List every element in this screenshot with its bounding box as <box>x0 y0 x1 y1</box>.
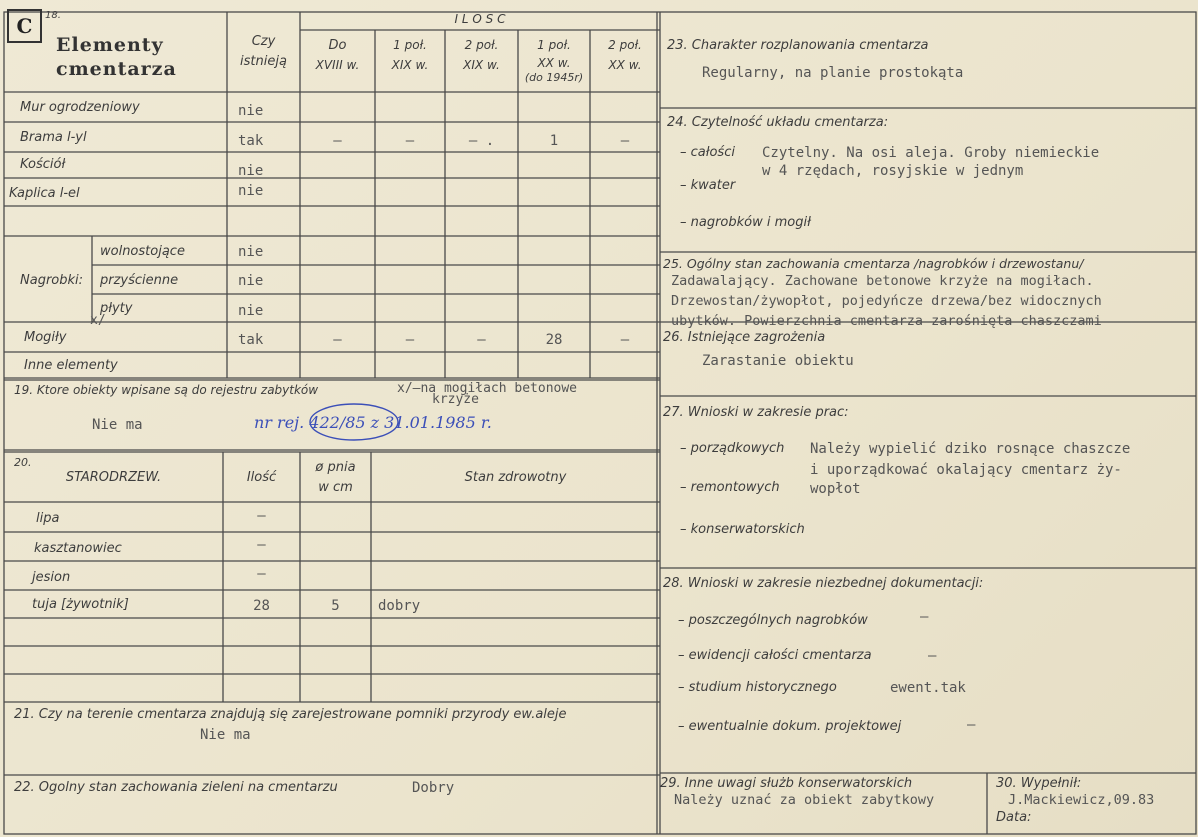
tree-ilosc-jesion: – <box>257 566 266 582</box>
section-28-item-2-label: – ewidencji całości cmentarza <box>678 648 872 663</box>
col-czy-line2: istnieją <box>240 54 287 69</box>
section-19-note-line2: krzyże <box>432 392 479 407</box>
section-28-item-3-label: – studium historycznego <box>678 680 837 695</box>
section-28-item-2-value: – <box>928 648 937 664</box>
tree-name-lipa: lipa <box>36 511 60 526</box>
section-19-label: 19. Ktore obiekty wpisane są do rejestru zabytków <box>14 383 319 397</box>
ilosc-header: I L O S C <box>454 12 506 26</box>
col-ilosc: Ilość <box>246 470 277 485</box>
section-24-calosci-label: – całości <box>680 145 735 160</box>
mogily-footnote-mark: x/ <box>90 313 106 328</box>
section-28-item-4-label: – ewentualnie dokum. projektowej <box>678 719 902 734</box>
section-21-label: 21. Czy na terenie cmentarza znajdują się zarejestrowane pomniki przyrody ew.aleje <box>14 707 567 722</box>
row-czy-kaplica: nie <box>238 183 264 199</box>
row-label-wolnostojace: wolnostojące <box>100 244 185 259</box>
section-26-value: Zarastanie obiektu <box>702 353 854 369</box>
section-25-line1: Zadawalający. Zachowane betonowe krzyże na mogiłach. <box>671 273 1094 289</box>
section-25-label: 25. Ogólny stan zachowania cmentarza /nagrobków i drzewostanu/ <box>663 256 1084 271</box>
section-27-remontowych-value: wopłot <box>810 481 861 497</box>
col-2pol-xx-l1: 2 poł. <box>608 38 642 52</box>
section-24-calosci-line1: Czytelny. Na osi aleja. Groby niemieckie <box>762 145 1100 161</box>
section-30-label: 30. Wypełnił: <box>996 776 1082 791</box>
row-czy-mogily: tak <box>238 332 264 348</box>
tree-ilosc-kasztanowiec: – <box>257 537 266 553</box>
row-czy-kosciol: nie <box>238 163 264 179</box>
col-pnia-line1: ø pnia <box>315 460 356 475</box>
row-mogily-v3: 28 <box>545 332 563 348</box>
tree-pnia-tuja: 5 <box>331 598 340 614</box>
row-label-plyty: płyty <box>100 301 133 316</box>
section-27-konserwatorskich-label: – konserwatorskich <box>680 522 805 537</box>
section-28-label: 28. Wnioski w zakresie niezbednej dokumentacji: <box>663 576 984 591</box>
section-19-value: Nie ma <box>92 417 143 433</box>
row-brama-v0: – <box>333 133 342 149</box>
section-30-date-label: Data: <box>996 810 1032 825</box>
section-28-item-1-label: – poszczególnych nagrobków <box>678 613 868 628</box>
section-18-title-line1: Elementy <box>56 34 164 56</box>
row-czy-wolnostojace: nie <box>238 244 264 260</box>
section-28-item-4-value: – <box>967 717 976 733</box>
col-pnia-line2: w cm <box>318 480 353 495</box>
col-1pol-xx-l2: XX w. <box>537 56 571 70</box>
row-mogily-v4: – <box>620 332 630 348</box>
section-22-value: Dobry <box>412 780 455 796</box>
section-23-label: 23. Charakter rozplanowania cmentarza <box>667 38 929 53</box>
section-24-nagrobkow-label: – nagrobków i mogił <box>680 215 811 230</box>
section-21-value: Nie ma <box>200 727 251 743</box>
col-1pol-xix-l2: XIX w. <box>391 58 429 72</box>
col-1pol-xx-l3: (do 1945r) <box>524 71 584 84</box>
tree-name-kasztanowiec: kasztanowiec <box>34 541 122 556</box>
section-28-item-3-value: ewent.tak <box>890 680 966 696</box>
section-25-line2: Drzewostan/żywopłot, pojedyńcze drzewa/bez widocznych <box>671 293 1102 309</box>
row-label-inne: Inne elementy <box>24 358 118 373</box>
section-27-porzadkowych-label: – porządkowych <box>680 441 785 456</box>
section-23-value: Regularny, na planie prostokąta <box>702 65 964 81</box>
row-mogily-v0: – <box>333 332 342 348</box>
row-label-brama: Brama l-yl <box>20 130 87 145</box>
row-mogily-v2: – <box>477 332 486 348</box>
col-do-xviii-l1: Do <box>328 38 347 53</box>
row-brama-v3: 1 <box>549 133 559 149</box>
col-do-xviii-l2: XVIII w. <box>315 58 360 72</box>
section-24-calosci-line2: w 4 rzędach, rosyjskie w jednym <box>762 163 1024 179</box>
col-2pol-xx-l2: XX w. <box>608 58 642 72</box>
row-brama-v2: – . <box>468 133 495 149</box>
row-brama-v1: – <box>405 133 415 149</box>
section-24-kwater-label: – kwater <box>680 178 736 193</box>
col-1pol-xx-l1: 1 poł. <box>537 38 571 52</box>
section-22-label: 22. Ogolny stan zachowania zieleni na cmentarzu <box>14 780 338 795</box>
section-29-value: Należy uznać za obiekt zabytkowy <box>674 792 935 808</box>
row-brama-v4: – <box>620 133 630 149</box>
tree-stan-tuja: dobry <box>378 598 421 614</box>
section-26-label: 26. Istniejące zagrożenia <box>663 330 826 345</box>
col-2pol-xix-l1: 2 poł. <box>464 38 499 52</box>
section-29-label: 29. Inne uwagi służb konserwatorskich <box>660 776 913 791</box>
col-czy-line1: Czy <box>251 34 276 49</box>
row-label-kosciol: Kościół <box>20 157 66 172</box>
card-type-badge: C <box>7 9 42 43</box>
row-czy-plyty: nie <box>238 303 264 319</box>
section-24-label: 24. Czytelność układu cmentarza: <box>667 115 889 130</box>
register-number-circle <box>308 402 400 442</box>
section-19-note-line1: x/–na mogiłach betonowe <box>397 381 578 396</box>
section-27-porzadkowych-line2: i uporządkować okalający cmentarz ży- <box>810 462 1122 478</box>
section-27-porzadkowych-line1: Należy wypielić dziko rosnące chaszcze <box>810 441 1131 457</box>
section-28-item-1-value: – <box>920 609 929 625</box>
nagrobki-label: Nagrobki: <box>20 273 84 288</box>
section-30-value: J.Mackiewicz,09.83 <box>1008 792 1155 808</box>
row-czy-mur: nie <box>238 103 264 119</box>
section-20-number: 20. <box>14 456 32 469</box>
section-18-number: 18. <box>45 10 61 21</box>
row-label-mur: Mur ogrodzeniowy <box>20 100 140 115</box>
col-starodrzew: STARODRZEW. <box>65 470 162 485</box>
section-27-remontowych-label: – remontowych <box>680 480 780 495</box>
section-18-title-line2: cmentarza <box>56 58 177 80</box>
row-label-mogily: Mogiły <box>24 330 67 345</box>
row-label-kaplica: Kaplica l-el <box>9 186 80 201</box>
col-1pol-xix-l1: 1 poł. <box>393 38 427 52</box>
row-mogily-v1: – <box>405 332 415 348</box>
col-stan-zdrowotny: Stan zdrowotny <box>464 470 567 485</box>
section-25-line3: ubytków. Powierzchnia cmentarza zarośnięta chaszczami <box>671 313 1102 329</box>
tree-ilosc-tuja: 28 <box>253 598 270 614</box>
row-czy-brama: tak <box>238 133 264 149</box>
tree-ilosc-lipa: – <box>257 508 266 524</box>
row-label-przyscienne: przyścienne <box>100 273 179 288</box>
col-2pol-xix-l2: XIX w. <box>463 58 500 72</box>
tree-name-tuja: tuja [żywotnik] <box>32 597 129 612</box>
section-19-handwritten-register: nr rej. 422/85 z 31.01.1985 r. <box>254 413 492 432</box>
section-27-label: 27. Wnioski w zakresie prac: <box>663 405 849 420</box>
row-czy-przyscienne: nie <box>238 273 264 289</box>
tree-name-jesion: jesion <box>32 570 71 585</box>
